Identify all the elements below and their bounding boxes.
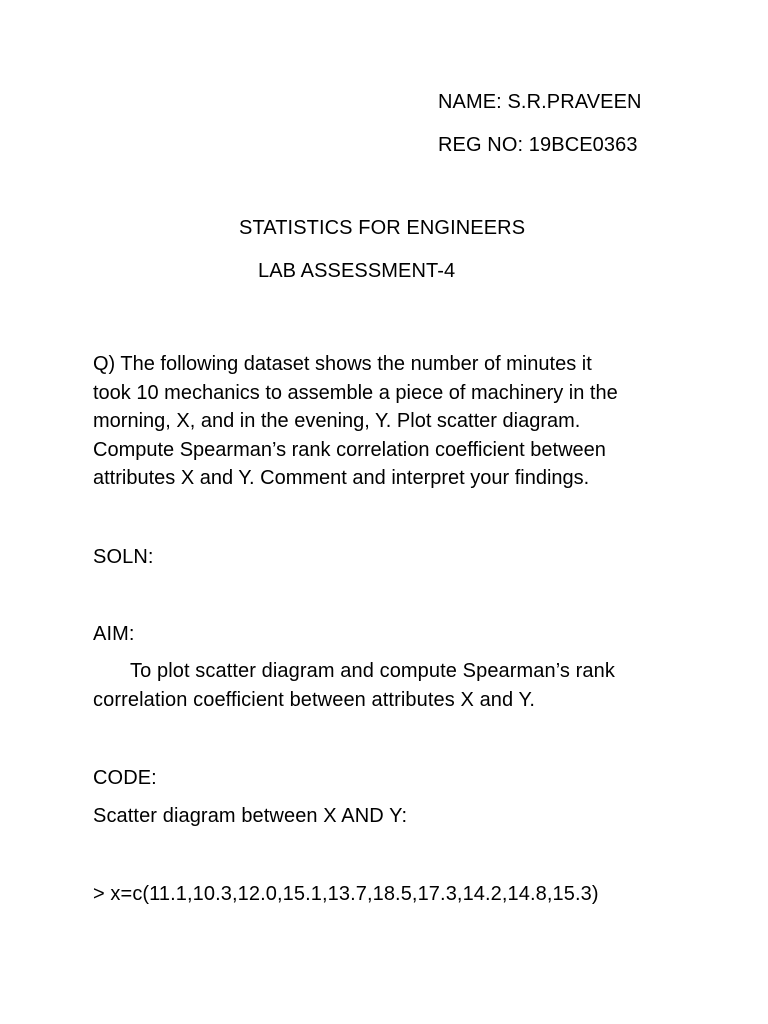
solution-label: SOLN: <box>93 546 154 568</box>
question-line: Compute Spearman’s rank correlation coefficient between <box>93 438 606 461</box>
course-title: STATISTICS FOR ENGINEERS <box>239 217 526 239</box>
aim-line-1: To plot scatter diagram and compute Spearman’s rank <box>130 660 615 682</box>
question-line: took 10 mechanics to assemble a piece of machinery in the <box>93 381 618 404</box>
code-label: CODE: <box>93 767 157 789</box>
question-line: attributes X and Y. Comment and interpret your findings. <box>93 467 590 489</box>
code-subheading: Scatter diagram between X AND Y: <box>93 805 408 827</box>
student-name: NAME: S.R.PRAVEEN <box>438 91 642 113</box>
registration-number: REG NO: 19BCE0363 <box>438 134 638 156</box>
code-line: > x=c(11.1,10.3,12.0,15.1,13.7,18.5,17.3,14.2,14.8,15.3) <box>93 883 599 905</box>
aim-label: AIM: <box>93 623 135 645</box>
assessment-title: LAB ASSESSMENT-4 <box>258 260 456 282</box>
question-text <box>93 350 618 493</box>
question-line: Q) The following dataset shows the number of minutes it <box>93 353 592 375</box>
question-line: morning, X, and in the evening, Y. Plot scatter diagram. <box>93 410 581 432</box>
aim-line-2: correlation coefficient between attributes X and Y. <box>93 689 536 711</box>
